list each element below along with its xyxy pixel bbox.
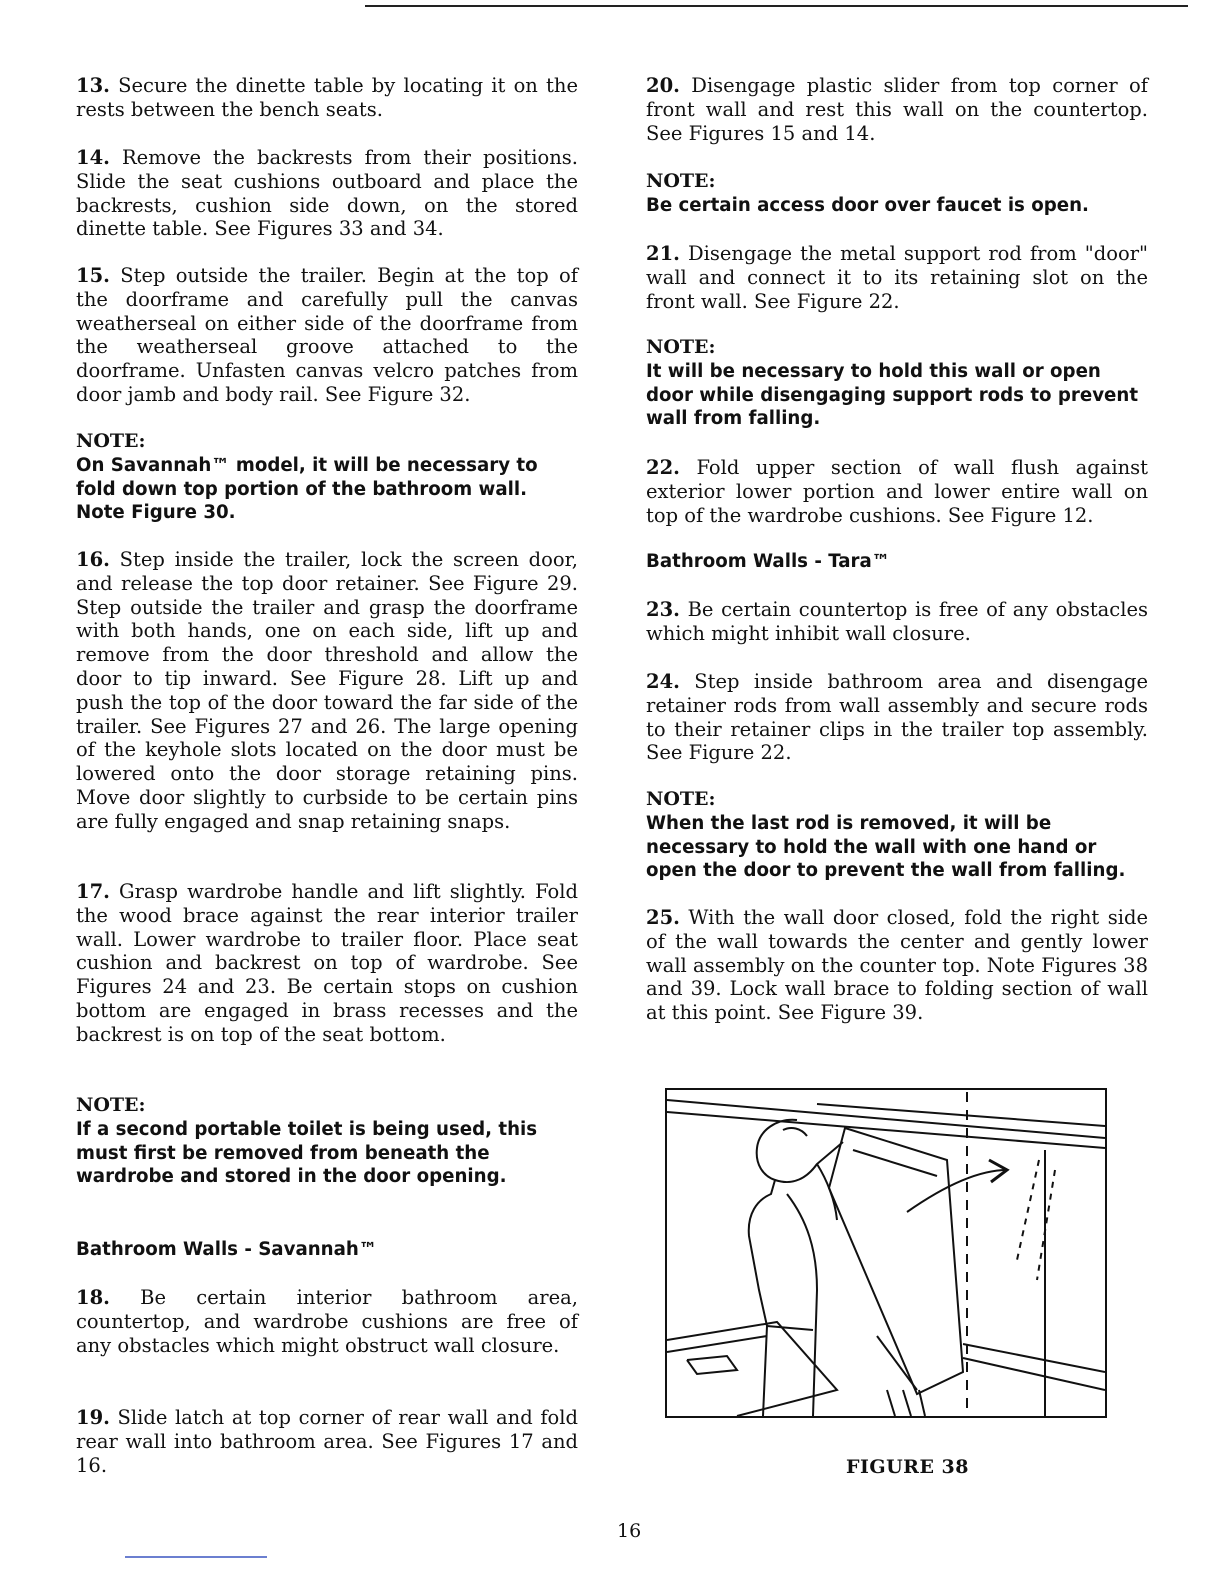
step-23: 23. Be certain countertop is free of any obstacles which might inhibit wall closure. [646, 598, 1148, 645]
page-number: 16 [617, 1520, 642, 1542]
note-heading: NOTE: [76, 1094, 146, 1116]
note-last-rod [646, 788, 1148, 883]
step-20: 20. Disengage plastic slider from top corner of front wall and rest this wall on the countertop. See Figures 15 and 14. [646, 74, 1148, 145]
top-rule [365, 5, 1188, 7]
section-heading-tara: Bathroom Walls - Tara™ [646, 551, 890, 572]
step-21: 21. Disengage the metal support rod from "door" wall and connect it to its retaining slot on the front wall. See Figure 22. [646, 242, 1148, 313]
note-heading: NOTE: [646, 336, 716, 358]
note-access-door [646, 170, 1148, 218]
step-19: 19. Slide latch at top corner of rear wall and fold rear wall into bathroom area. See Figures 17 and 16. [76, 1406, 578, 1477]
note-body: Be certain access door over faucet is open. [646, 194, 1089, 216]
bottom-rule [125, 1556, 267, 1558]
step-13: 13. Secure the dinette table by locating it on the rests between the bench seats. [76, 74, 578, 121]
note-body: It will be necessary to hold this wall or open door while disengaging support rods to prevent wall from falling. [646, 360, 1139, 430]
step-24: 24. Step inside bathroom area and disengage retainer rods from wall assembly and secure rods to their retainer clips in the trailer top assembly. See Figure 22. [646, 670, 1148, 765]
step-14: 14. Remove the backrests from their positions. Slide the seat cushions outboard and place the backrests, cushion side down, on the stored dinette table. See Figures 33 and 34. [76, 146, 578, 241]
step-15: 15. Step outside the trailer. Begin at the top of the doorframe and carefully pull the canvas weatherseal on either side of the doorframe from the weatherseal groove attached to the doorframe. Unfasten canvas velcro patches from door jamb and body rail. See Figure 32. [76, 264, 578, 406]
figure-caption: FIGURE 38 [846, 1456, 969, 1478]
note-body: When the last rod is removed, it will be necessary to hold the wall with one hand or open the door to prevent the wall from falling. [646, 812, 1126, 882]
section-heading-savannah: Bathroom Walls - Savannah™ [76, 1239, 378, 1260]
step-16: 16. Step inside the trailer, lock the screen door, and release the top door retainer. See Figure 29. Step outside the trailer and grasp the doorframe with both hands, one on each side, lift up and remove from the door threshold and allow the door to tip inward. See Figure 28. Lift up and push the top of the door toward the far side of the trailer. See Figures 27 and 26. The large opening of the keyhole slots located on the door must be lowered onto the door storage retaining pins. Move door slightly to curbside to be certain pins are fully engaged and snap retaining snaps. [76, 548, 578, 833]
step-18: 18. Be certain interior bathroom area, countertop, and wardrobe cushions are free of any obstacles which might obstruct wall closure. [76, 1286, 578, 1357]
wall-folding-drawing [667, 1090, 1105, 1416]
note-body: If a second portable toilet is being used, this must first be removed from beneath the wardrobe and stored in the door opening. [76, 1118, 538, 1188]
step-25: 25. With the wall door closed, fold the right side of the wall towards the center and gently lower wall assembly on the counter top. Note Figures 38 and 39. Lock wall brace to folding section of wall at this point. See Figure 39. [646, 906, 1148, 1025]
figure-38-illustration [665, 1088, 1107, 1418]
note-heading: NOTE: [76, 430, 146, 452]
step-17: 17. Grasp wardrobe handle and lift slightly. Fold the wood brace against the rear interior trailer wall. Lower wardrobe to trailer floor. Place seat cushion and backrest on top of wardrobe. See Figures 24 and 23. Be certain stops on cushion bottom are engaged in brass recesses and the backrest is on top of the seat bottom. [76, 880, 578, 1046]
note-savannah-fold [76, 430, 578, 525]
note-heading: NOTE: [646, 170, 716, 192]
note-second-toilet [76, 1094, 578, 1189]
step-22: 22. Fold upper section of wall flush against exterior lower portion and lower entire wall on top of the wardrobe cushions. See Figure 12. [646, 456, 1148, 527]
note-hold-wall [646, 336, 1148, 431]
note-heading: NOTE: [646, 788, 716, 810]
note-body: On Savannah™ model, it will be necessary to fold down top portion of the bathroom wall. Note Figure 30. [76, 454, 538, 524]
